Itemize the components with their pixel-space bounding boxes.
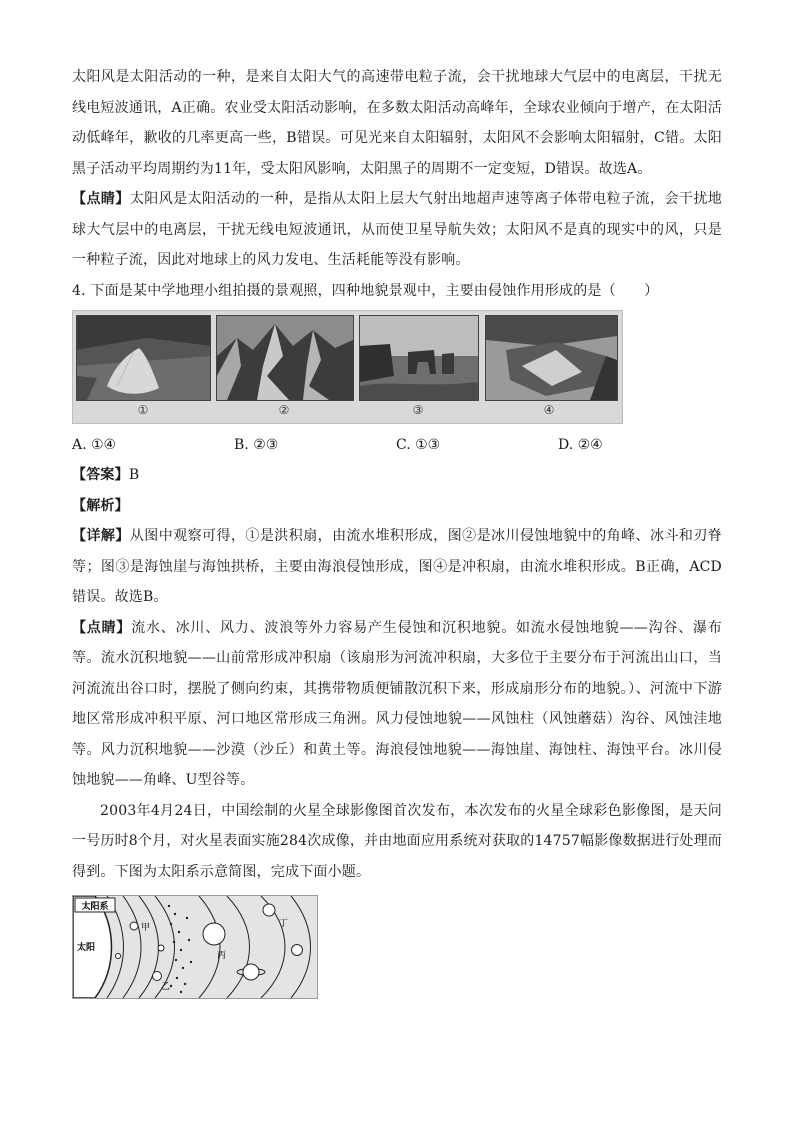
solar-title: 太阳系: [81, 902, 109, 912]
answer-value: B: [128, 467, 140, 483]
answer-options: [72, 430, 722, 460]
photo-2-glacial-horn: [216, 315, 354, 401]
planet-label-jia: 甲: [141, 923, 151, 933]
photo-1-alluvial-fan: [76, 315, 211, 401]
photo-4-alluvial-fan: [485, 315, 618, 401]
explanation-paragraph: 太阳风是太阳活动的一种，是来自太阳大气的高速带电粒子流，会干扰地球大气层中的电离层，干扰无线电短波通讯，A正确。农业受太阳活动影响，在多数太阳活动高峰年，全球农业倾向于增产，在太阳活动低峰年，歉收的几率更高一些，B错误。可见光来自太阳辐射，太阳风不会影响太阳辐射，C错。太阳黑子活动平均周期约为11年，受太阳风影响，太阳黑子的周期不一定变短，D错误。故选A。: [72, 69, 722, 177]
planet-label-bing: 丙: [217, 951, 227, 961]
detail-tag: 【详解】: [72, 528, 130, 544]
photo-3-sea-arch: [359, 315, 479, 401]
detail-paragraph: [72, 521, 722, 613]
solar-system-diagram: [72, 895, 318, 999]
document-page: [72, 62, 722, 999]
answer-tag: 【答案】: [72, 467, 129, 483]
key-point-paragraph-2: [72, 613, 722, 796]
photo-1-label: ①: [137, 403, 149, 417]
option-b[interactable]: B. ②③: [234, 437, 279, 453]
planet-label-yi: 乙: [161, 982, 171, 992]
option-c[interactable]: C. ①③: [396, 437, 441, 453]
mars-intro-paragraph: 2003年4月24日，中国绘制的火星全球影像图首次发布，本次发布的火星全球彩色影像图，是天问一号历时8个月，对火星表面实施284次成像，并由地面应用系统对获取的14757幅影像数据进行处理而得到。下图为太阳系示意简图，完成下面小题。: [72, 802, 722, 880]
photo-4-label: ④: [543, 403, 555, 417]
key-point-tag-2: 【点睛】: [72, 619, 132, 636]
landform-photos: [72, 310, 623, 424]
option-a[interactable]: A. ①④: [72, 437, 117, 453]
sun-label: 太阳: [77, 943, 96, 953]
analysis-heading: 【解析】: [72, 497, 129, 514]
key-point-paragraph: [72, 184, 722, 276]
photo-3-label: ③: [412, 403, 424, 417]
key-point-tag: 【点睛】: [72, 191, 130, 207]
option-d[interactable]: D. ②④: [558, 437, 603, 453]
detail-text: 从图中观察可得，①是洪积扇，由流水堆积形成，图②是冰川侵蚀地貌中的角峰、冰斗和刃脊等；图③是海蚀崖与海蚀拱桥，主要由海浪侵蚀形成，图④是冲积扇，由流水堆积形成。B正确，ACD错误。故选B。: [72, 528, 722, 605]
key-point-text-2: 流水、冰川、风力、波浪等外力容易产生侵蚀和沉积地貌。如流水侵蚀地貌——沟谷、瀑布等。流水沉积地貌——山前常形成冲积扇（该扇形为河流冲积扇，大多位于主要分布于河流出山口，当河流流出谷口时，摆脱了侧向约束，其携带物质便铺散沉积下来，形成扇形分布的地貌。）、河流中下游地区常形成冲积平原、河口地区常形成三角洲。风力侵蚀地貌——风蚀柱（风蚀蘑菇）沟谷、风蚀洼地等。风力沉积地貌——沙漠（沙丘）和黄土等。海浪侵蚀地貌——海蚀崖、海蚀柱、海蚀平台。冰川侵蚀地貌——角峰、U型谷等。: [72, 619, 722, 788]
planet-label-ding: 丁: [279, 919, 289, 929]
photo-2-label: ②: [278, 403, 290, 417]
question-4-stem: 4. 下面是某中学地理小组拍摄的景观照，四种地貌景观中，主要由侵蚀作用形成的是（ ）: [72, 282, 659, 299]
answer-line: [72, 460, 722, 491]
key-point-text: 太阳风是太阳活动的一种，是指从太阳上层大气射出地超声速等离子体带电粒子流，会干扰地球大气层中的电离层，干扰无线电短波通讯，从而使卫星导航失效；太阳风不是真的现实中的风，只是一种粒子流，因此对地球上的风力发电、生活耗能等没有影响。: [72, 191, 722, 268]
